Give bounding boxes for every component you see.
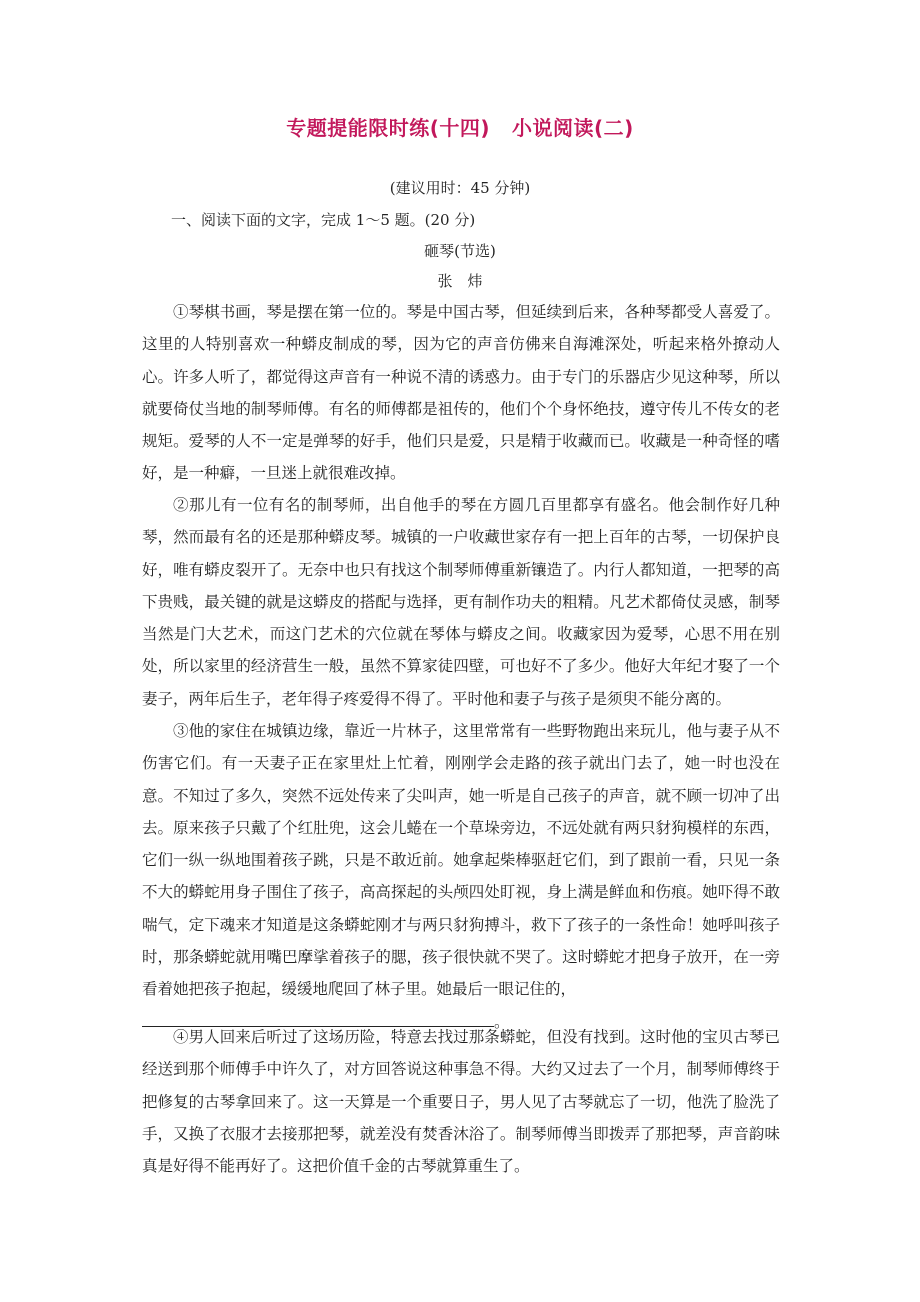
paragraph-1-text: ①琴棋书画，琴是摆在第一位的。琴是中国古琴，但延续到后来，各种琴都受人喜爱了。这里的人特别喜欢一种蟒皮制成的琴，因为它的声音仿佛来自海滩深处，听起来格外撩动人心。许多人听了，都觉得这声音有一种说不清的诱惑力。由于专门的乐器店少见这种琴，所以就要倚仗当地的制琴师傅。有名的师傅都是祖传的，他们个个身怀绝技，遵守传儿不传女的老规矩。爱琴的人不一定是弹琴的好手，他们只是爱，只是精于收藏而已。收藏是一种奇怪的嗜好，是一种癖，一旦迷上就很难改掉。 xyxy=(142,303,780,483)
paragraph-4-text: ④男人回来后听过了这场历险，特意去找过那条蟒蛇，但没有找到。这时他的宝贝古琴已经送到那个师傅手中许久了，对方回答说这种事急不得。大约又过去了一个月，制琴师傅终于把修复的古琴拿回来了。这一天算是一个重要日子，男人见了古琴就忘了一切，他洗了脸洗了手，又换了衣服才去接那把琴，就差没有焚香沐浴了。制琴师傅当即拨弄了那把琴，声音韵味真是好得不能再好了。这把价值千金的古琴就算重生了。 xyxy=(142,1028,780,1176)
paragraph-3 xyxy=(142,715,780,1038)
title-topic: 小说阅读(二) xyxy=(512,116,634,140)
story-title: 砸琴(节选) xyxy=(424,242,496,260)
time-note: (建议用时：45 分钟) xyxy=(389,179,531,197)
paragraph-3-text: ③他的家住在城镇边缘，靠近一片林子，这里常常有一些野物跑出来玩儿，他与妻子从不伤害它们。有一天妻子正在家里灶上忙着，刚刚学会走路的孩子就出门去了，她一时也没在意。不知过了多久，突然不远处传来了尖叫声，她一听是自己孩子的声音，就不顾一切冲了出去。原来孩子只戴了个红肚兜，这会儿蜷在一个草垛旁边，不远处就有两只豺狗模样的东西，它们一纵一纵地围着孩子跳，只是不敢近前。她拿起柴棒驱赶它们，到了跟前一看，只见一条不大的蟒蛇用身子围住了孩子，高高探起的头颅四处盯视，身上满是鲜血和伤痕。她吓得不敢喘气，定下魂来才知道是这条蟒蛇刚才与两只豺狗搏斗，救下了孩子的一条性命！她呼叫孩子时，那条蟒蛇就用嘴巴摩挲着孩子的腮，孩子很快就不哭了。这时蟒蛇才把身子放开，在一旁看着她把孩子抱起，缓缓地爬回了林子里。她最后一眼记住的， xyxy=(142,722,780,999)
story-author: 张 炜 xyxy=(437,272,483,290)
question-instruction: 一、阅读下面的文字，完成 1～5 题。(20 分) xyxy=(171,211,476,229)
paragraph-4 xyxy=(142,1021,780,1182)
page-title xyxy=(0,112,920,141)
paragraph-2-text: ②那儿有一位有名的制琴师，出自他手的琴在方圆几百里都享有盛名。他会制作好几种琴，然而最有名的还是那种蟒皮琴。城镇的一户收藏世家存有一把上百年的古琴，一切保护良好，唯有蟒皮裂开了。无奈中也只有找这个制琴师傅重新镶造了。内行人都知道，一把琴的高下贵贱，最关键的就是这蟒皮的搭配与选择，更有制作功夫的粗精。凡艺术都倚仗灵感，制琴当然是门大艺术，而这门艺术的穴位就在琴体与蟒皮之间。收藏家因为爱琴，心思不用在别处，所以家里的经济营生一般，虽然不算家徒四壁，可也好不了多少。他好大年纪才娶了一个妻子，两年后生子，老年得子疼爱得不得了。平时他和妻子与孩子是须臾不能分离的。 xyxy=(142,496,780,708)
title-series: 专题提能限时练(十四) xyxy=(286,116,490,140)
blank-end-punct: 。 xyxy=(494,1012,510,1031)
paragraph-2 xyxy=(142,489,780,715)
paragraph-1 xyxy=(142,296,780,490)
